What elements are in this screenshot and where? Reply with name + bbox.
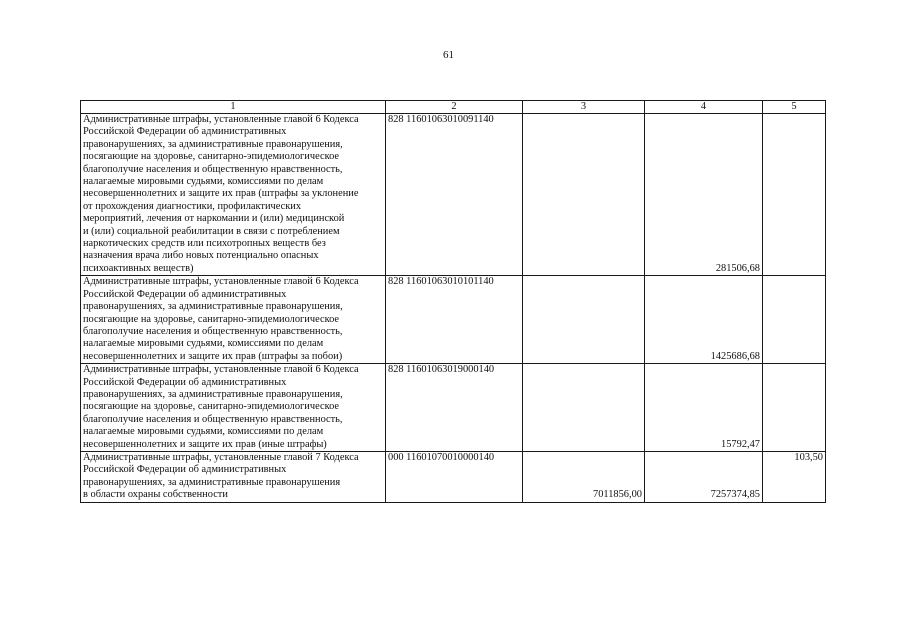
row-value-col3 xyxy=(523,114,645,276)
column-header-4: 4 xyxy=(645,101,763,114)
table-row xyxy=(81,451,826,502)
column-header-1: 1 xyxy=(81,101,386,114)
table-row xyxy=(81,276,826,364)
row-description: Административные штрафы, установленные главой 6 Кодекса Российской Федерации об административных правонарушениях, за административные правонарушения, посягающие на здоровье, санитарно-эпидемиологическое благополучие населения и общественную нравственность, налагаемые мировыми судьями, комиссиями по делам несовершеннолетних и защите их прав (штрафы за уклонение от прохождения диагностики, профилактических мероприятий, лечения от наркомании и (или) медицинской и (или) социальной реабилитации в связи с потреблением наркотических средств или психотропных веществ без назначения врача либо новых потенциально опасных психоактивных веществ) xyxy=(81,114,386,276)
revenue-table xyxy=(80,100,826,503)
row-description: Административные штрафы, установленные главой 6 Кодекса Российской Федерации об административных правонарушениях, за административные правонарушения, посягающие на здоровье, санитарно-эпидемиологическое благополучие населения и общественную нравственность, налагаемые мировыми судьями, комиссиями по делам несовершеннолетних и защите их прав (иные штрафы) xyxy=(81,364,386,452)
column-header-3: 3 xyxy=(523,101,645,114)
row-code: 000 11601070010000140 xyxy=(386,451,523,502)
row-code: 828 11601063019000140 xyxy=(386,364,523,452)
page-number: 61 xyxy=(443,49,454,61)
row-description: Административные штрафы, установленные главой 6 Кодекса Российской Федерации об административных правонарушениях, за административные правонарушения, посягающие на здоровье, санитарно-эпидемиологическое благополучие населения и общественную нравственность, налагаемые мировыми судьями, комиссиями по делам несовершеннолетних и защите их прав (штрафы за побои) xyxy=(81,276,386,364)
row-value-col4: 281506,68 xyxy=(645,114,763,276)
column-header-5: 5 xyxy=(763,101,826,114)
row-code: 828 11601063010091140 xyxy=(386,114,523,276)
row-value-col3 xyxy=(523,364,645,452)
table-header-row xyxy=(81,101,826,114)
row-value-col3: 7011856,00 xyxy=(523,451,645,502)
row-code: 828 11601063010101140 xyxy=(386,276,523,364)
row-value-col5: 103,50 xyxy=(763,451,826,502)
row-description: Административные штрафы, установленные главой 7 Кодекса Российской Федерации об административных правонарушениях, за административные правонарушения в области охраны собственности xyxy=(81,451,386,502)
table-row xyxy=(81,114,826,276)
row-value-col5 xyxy=(763,114,826,276)
row-value-col4: 1425686,68 xyxy=(645,276,763,364)
row-value-col4: 15792,47 xyxy=(645,364,763,452)
column-header-2: 2 xyxy=(386,101,523,114)
row-value-col5 xyxy=(763,364,826,452)
table-row xyxy=(81,364,826,452)
row-value-col4: 7257374,85 xyxy=(645,451,763,502)
row-value-col5 xyxy=(763,276,826,364)
row-value-col3 xyxy=(523,276,645,364)
